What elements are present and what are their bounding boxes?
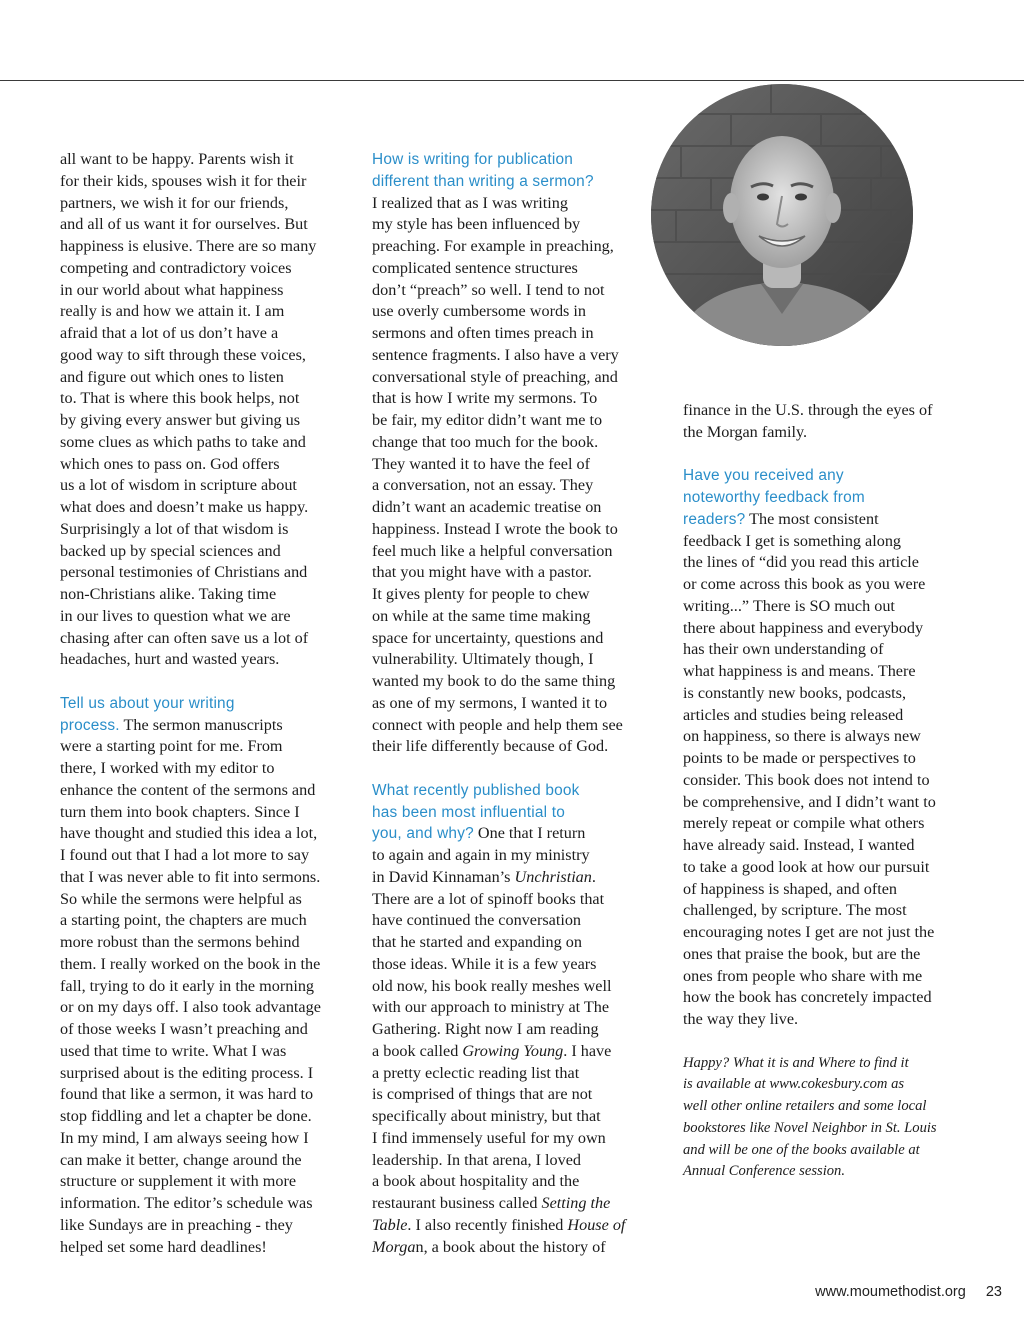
text-line: points to be made or perspectives to — [683, 749, 916, 767]
text-line: is comprised of things that are not — [372, 1085, 593, 1104]
writing-process-section — [60, 693, 350, 1259]
text-line: Gathering. Right now I am reading — [372, 1020, 599, 1038]
text-line: on happiness, so there is always new — [683, 727, 921, 746]
answer-text: The sermon manuscripts — [119, 715, 283, 734]
text-line: good way to sift through these voices, — [60, 345, 306, 364]
text-line: that you might have with a pastor. — [372, 563, 592, 582]
text-line: happiness. Instead I wrote the book to — [372, 519, 618, 538]
text-line: afraid that a lot of us don’t have a — [60, 324, 279, 342]
text-line: personal testimonies of Christians and — [60, 563, 308, 582]
text-line: finance in the U.S. through the eyes of — [683, 401, 933, 419]
text-line: or on my days off. I also took advantage — [60, 998, 321, 1017]
text-line: or come across this book as you were — [683, 575, 926, 593]
question-heading: noteworthy feedback from — [683, 489, 865, 506]
text-line: can make it better, change around the — [60, 1150, 302, 1169]
text-line — [372, 1215, 662, 1237]
text-line: encouraging notes I get are not just the — [683, 923, 935, 941]
text-line: has their own understanding of — [683, 640, 884, 659]
book-title: House of — [567, 1215, 626, 1234]
text-line: which ones to pass on. God offers — [60, 454, 280, 473]
text-line: by giving every answer but giving us — [60, 411, 301, 429]
text-line: I find immensely useful for my own — [372, 1128, 606, 1147]
answer-text: One that I return — [473, 824, 586, 843]
text-line: specifically about ministry, but that — [372, 1107, 601, 1125]
text-line: of happiness is shaped, and often — [683, 879, 897, 898]
text-line: feedback I get is something along — [683, 531, 902, 550]
article-column-3 — [683, 400, 983, 1183]
text-line: them. I really worked on the book in the — [60, 954, 321, 973]
text-line: some clues as which paths to take and — [60, 432, 306, 451]
question-heading: different than writing a sermon? — [372, 172, 594, 190]
text-line: have thought and studied this idea a lot, — [60, 824, 318, 843]
text-line: It gives plenty for people to chew — [372, 585, 590, 603]
text-line — [372, 1193, 662, 1215]
text-line: the Morgan family. — [683, 422, 808, 441]
text-fragment: . I have — [563, 1041, 612, 1060]
intro-paragraph — [60, 149, 350, 671]
text-line: There are a lot of spinoff books that — [372, 889, 605, 908]
text-line: stop fiddling and let a chapter be done. — [60, 1107, 312, 1125]
book-title: Unchristian — [514, 867, 592, 886]
text-line: connect with people and help them see — [372, 715, 623, 734]
text-fragment: in David Kinnaman’s — [372, 867, 515, 886]
answer-text: The most consistent — [745, 509, 879, 528]
page-footer — [815, 1284, 1002, 1300]
book-title: Table — [372, 1215, 408, 1234]
text-line: Surprisingly a lot of that wisdom is — [60, 519, 289, 538]
text-line: that is how I write my sermons. To — [372, 389, 598, 408]
text-line: backed up by special sciences and — [60, 541, 281, 560]
book-availability-note — [683, 1053, 983, 1184]
text-line: were a starting point for me. From — [60, 737, 283, 756]
text-line: preaching. For example in preaching, — [372, 237, 614, 255]
text-line: writing...” There is SO much out — [683, 596, 895, 615]
text-line: helped set some hard deadlines! — [60, 1237, 267, 1256]
text-line: In my mind, I am always seeing how I — [60, 1128, 309, 1147]
text-line: sentence fragments. I also have a very — [372, 345, 619, 364]
author-portrait-image — [651, 84, 913, 346]
text-line — [372, 1041, 662, 1063]
text-line: complicated sentence structures — [372, 258, 578, 277]
text-line: So while the sermons were helpful as — [60, 889, 302, 908]
text-line: and will be one of the books available at — [683, 1141, 920, 1158]
text-line: found that like a sermon, it was hard to — [60, 1085, 314, 1104]
text-line: partners, we wish it for our friends, — [60, 193, 289, 212]
influential-book-section — [372, 780, 662, 1259]
article-column-2 — [372, 149, 662, 1258]
text-line: information. The editor’s schedule was — [60, 1194, 313, 1212]
text-line: leadership. In that arena, I loved — [372, 1150, 581, 1169]
text-line: ones that praise the book, but are the — [683, 944, 921, 963]
text-line: challenged, by scripture. The most — [683, 901, 907, 920]
website-url: www.moumethodist.org — [815, 1284, 966, 1300]
text-line: old now, his book really meshes well — [372, 976, 612, 995]
text-line: in our lives to question what we are — [60, 606, 291, 625]
text-line: bookstores like Novel Neighbor in St. Louis — [683, 1119, 937, 1136]
question-heading: process. — [60, 716, 120, 734]
page-number: 23 — [985, 1284, 1002, 1300]
header-rule — [0, 80, 1024, 81]
text-fragment: a book called — [372, 1041, 463, 1060]
text-fragment: n, a book about the history of — [415, 1237, 606, 1256]
text-line: well other online retailers and some local — [683, 1098, 927, 1114]
question-heading: How is writing for publication — [372, 151, 574, 168]
text-line: feel much like a helpful conversation — [372, 541, 613, 560]
text-line: with our approach to ministry at The — [372, 998, 610, 1017]
text-line: to. That is where this book helps, not — [60, 389, 300, 408]
text-line: chasing after can often save us a lot of — [60, 628, 309, 647]
text-line: wanted my book to do the same thing — [372, 672, 616, 690]
text-fragment: restaurant business called — [372, 1194, 542, 1212]
article-column-1 — [60, 149, 350, 1258]
text-line: enhance the content of the sermons and — [60, 780, 316, 799]
text-line: happiness is elusive. There are so many — [60, 237, 317, 255]
text-line: that he started and expanding on — [372, 933, 582, 951]
text-line: how the book has concretely impacted — [683, 988, 932, 1007]
text-line: have continued the conversation — [372, 911, 582, 930]
text-line: a book about hospitality and the — [372, 1172, 580, 1191]
text-line: there about happiness and everybody — [683, 618, 924, 637]
text-line: those ideas. While it is a few years — [372, 954, 597, 973]
continued-paragraph — [683, 400, 983, 444]
text-line: and figure out which ones to listen — [60, 367, 284, 386]
text-line: sermons and often times preach in — [372, 324, 594, 342]
text-line: have already said. Instead, I wanted — [683, 836, 915, 854]
text-line: vulnerability. Ultimately though, I — [372, 650, 594, 669]
text-line: consider. This book does not intend to — [683, 770, 930, 789]
text-line: be comprehensive, and I didn’t want to — [683, 792, 936, 811]
text-line: what happiness is and means. There — [683, 662, 916, 680]
text-line: fall, trying to do it early in the morning — [60, 976, 315, 995]
question-heading: What recently published book — [372, 781, 580, 799]
question-heading: Tell us about your writing — [60, 694, 235, 712]
text-line: us a lot of wisdom in scripture about — [60, 476, 297, 495]
text-line: of those weeks I wasn’t preaching and — [60, 1020, 308, 1038]
text-line: articles and studies being released — [683, 705, 904, 724]
text-line: didn’t want an academic treatise on — [372, 498, 602, 516]
text-line — [372, 1237, 662, 1259]
text-line: that I was never able to fit into sermons. — [60, 867, 321, 886]
text-line: to again and again in my ministry — [372, 846, 590, 864]
text-line: Annual Conference session. — [683, 1163, 845, 1180]
text-line: merely repeat or compile what others — [683, 814, 925, 833]
text-line: a starting point, the chapters are much — [60, 911, 307, 930]
text-line — [372, 867, 662, 889]
text-line: change that too much for the book. — [372, 432, 599, 451]
text-line: non-Christians alike. Taking time — [60, 585, 277, 603]
text-fragment: . I also recently finished — [407, 1215, 568, 1234]
text-line: be fair, my editor didn’t want me to — [372, 411, 603, 429]
text-line: like Sundays are in preaching - they — [60, 1215, 293, 1234]
text-line: as one of my sermons, I wanted it to — [372, 693, 608, 712]
text-line: there, I worked with my editor to — [60, 759, 275, 777]
text-line: use overly cumbersome words in — [372, 302, 586, 321]
text-line: for their kids, spouses wish it for their — [60, 171, 307, 190]
text-line: is available at www.cokesbury.com as — [683, 1076, 905, 1093]
text-line: used that time to write. What I was — [60, 1041, 287, 1060]
text-line: I found out that I had a lot more to say — [60, 846, 310, 864]
text-line: more robust than the sermons behind — [60, 933, 300, 951]
text-line: They wanted it to have the feel of — [372, 454, 590, 473]
text-line: on while at the same time making — [372, 606, 591, 625]
text-line: is constantly new books, podcasts, — [683, 683, 907, 702]
text-line: their life differently because of God. — [372, 737, 609, 756]
text-line: conversational style of preaching, and — [372, 367, 618, 386]
author-photo — [651, 84, 913, 346]
feedback-section — [683, 465, 983, 1031]
book-title: Morga — [372, 1237, 416, 1256]
question-heading: readers? — [683, 510, 746, 528]
text-line: ones from people who share with me — [683, 966, 923, 985]
text-line: don’t “preach” so well. I tend to not — [372, 280, 605, 299]
text-line: competing and contradictory voices — [60, 258, 292, 277]
book-title: Setting the — [541, 1194, 611, 1212]
question-heading: you, and why? — [372, 825, 474, 843]
book-title: Growing Young — [462, 1041, 564, 1060]
text-line: space for uncertainty, questions and — [372, 628, 604, 647]
text-line: and all of us want it for ourselves. But — [60, 215, 308, 234]
question-heading: Have you received any — [683, 467, 844, 485]
text-line: a conversation, not an essay. They — [372, 476, 594, 495]
text-line: I realized that as I was writing — [372, 193, 568, 212]
text-line: my style has been influenced by — [372, 215, 581, 234]
text-fragment: . — [591, 867, 596, 886]
question-heading: has been most influential to — [372, 803, 565, 821]
text-line: a pretty eclectic reading list that — [372, 1063, 580, 1082]
text-line: the way they live. — [683, 1010, 799, 1028]
text-line: what does and doesn’t make us happy. — [60, 498, 309, 516]
text-line: really is and how we attain it. I am — [60, 302, 285, 321]
text-line: the lines of “did you read this article — [683, 553, 919, 572]
text-line: structure or supplement it with more — [60, 1172, 297, 1191]
text-line: surprised about is the editing process. I — [60, 1063, 314, 1082]
text-line: to take a good look at how our pursuit — [683, 857, 930, 876]
publication-vs-sermon-section — [372, 149, 662, 758]
text-line: Happy? What it is and Where to find it — [683, 1054, 909, 1071]
text-line: turn them into book chapters. Since I — [60, 802, 300, 821]
text-line: headaches, hurt and wasted years. — [60, 650, 280, 669]
text-line: in our world about what happiness — [60, 280, 284, 299]
text-line: all want to be happy. Parents wish it — [60, 150, 294, 168]
